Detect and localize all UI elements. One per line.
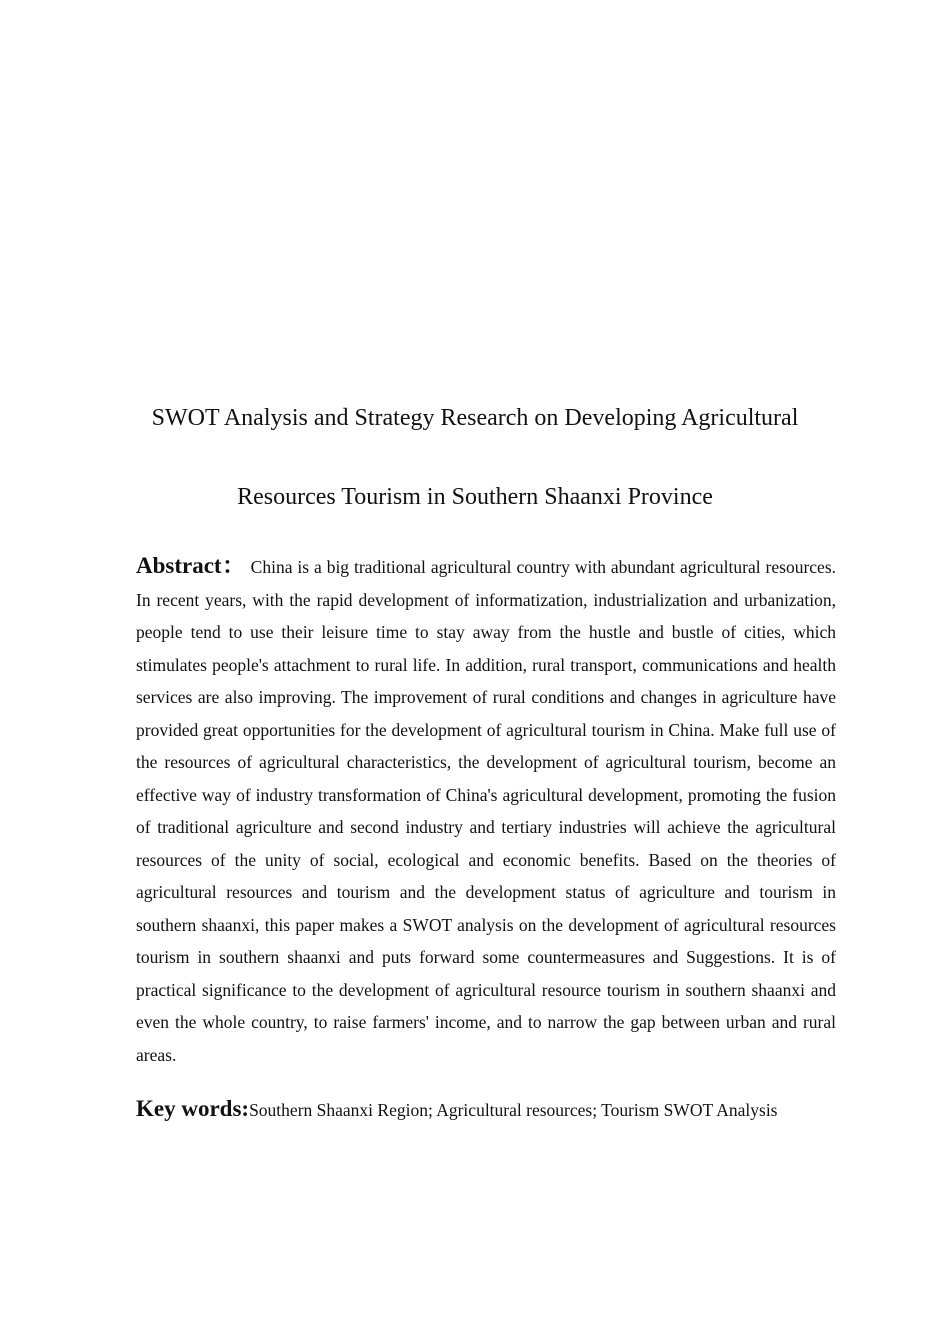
keywords-label: Key words: <box>136 1096 250 1121</box>
abstract-label: Abstract <box>136 553 222 578</box>
abstract-text: China is a big traditional agricultural country with abundant agricultural resources. In recent years, with the rapid development of informatization, industrialization and urbanization, people tend to use their leisure time to stay away from the hustle and bustle of cities, which stimulates people's attachment to rural life. In addition, rural transport, communications and health services are also improving. The improvement of rural conditions and changes in agriculture have provided great opportunities for the development of agricultural tourism in China. Make full use of the resources of agricultural characteristics, the development of agricultural tourism, become an effective way of industry transformation of China's agricultural development, promoting the fusion of traditional agriculture and second industry and tertiary industries will achieve the agricultural resources of the unity of social, ecological and economic benefits. Based on the theories of agricultural resources and tourism and the development status of agriculture and tourism in southern shaanxi, this paper makes a SWOT analysis on the development of agricultural resources tourism in southern shaanxi and puts forward some countermeasures and Suggestions. It is of practical significance to the development of agricultural resource tourism in southern shaanxi and even the whole country, to raise farmers' income, and to narrow the gap between urban and rural areas. <box>136 557 837 1065</box>
paper-title-line-1: SWOT Analysis and Strategy Research on Developing Agricultural <box>151 405 799 431</box>
abstract-paragraph <box>136 550 836 1071</box>
keywords-line <box>136 1093 836 1126</box>
keywords-text: Southern Shaanxi Region; Agricultural resources; Tourism SWOT Analysis <box>249 1100 778 1120</box>
abstract-separator: ： <box>221 553 246 578</box>
paper-title-line-2: Resources Tourism in Southern Shaanxi Province <box>237 484 713 510</box>
